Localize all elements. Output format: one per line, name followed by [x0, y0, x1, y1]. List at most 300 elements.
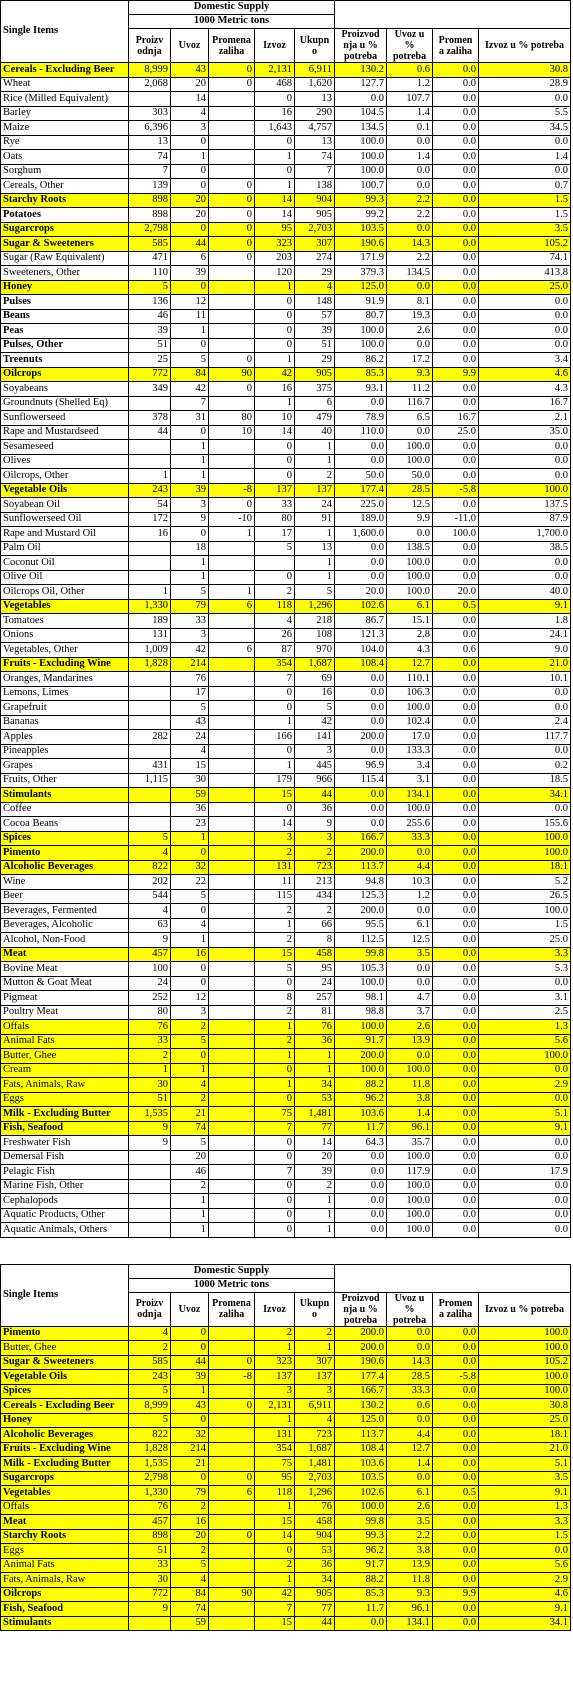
- row-label: Cream: [1, 1063, 129, 1078]
- value-cell: 15: [171, 759, 209, 774]
- value-cell: 100.0: [387, 1063, 433, 1078]
- column-header: Promena zaliha: [209, 29, 255, 63]
- value-cell: 137: [295, 483, 335, 498]
- single-items-header: Single Items: [1, 1264, 129, 1326]
- value-cell: [129, 1194, 171, 1209]
- value-cell: 100.0: [433, 527, 479, 542]
- value-cell: 0.0: [479, 135, 571, 150]
- value-cell: 4.7: [387, 991, 433, 1006]
- value-cell: [209, 396, 255, 411]
- value-cell: 9: [171, 512, 209, 527]
- value-cell: 36: [295, 1558, 335, 1573]
- value-cell: 0.0: [433, 193, 479, 208]
- value-cell: 0.0: [433, 1529, 479, 1544]
- value-cell: 136: [129, 295, 171, 310]
- value-cell: 0.0: [387, 425, 433, 440]
- value-cell: 20.0: [433, 585, 479, 600]
- value-cell: 31: [171, 411, 209, 426]
- row-label: Grapes: [1, 759, 129, 774]
- value-cell: 4: [171, 106, 209, 121]
- value-cell: 0.0: [433, 628, 479, 643]
- row-label: Rye: [1, 135, 129, 150]
- value-cell: 99.3: [335, 193, 387, 208]
- row-label: Beans: [1, 309, 129, 324]
- table-row: [1, 1587, 571, 1602]
- value-cell: [129, 701, 171, 716]
- value-cell: 379.3: [335, 266, 387, 281]
- value-cell: 1: [255, 1049, 295, 1064]
- column-header: Proizvod nja u % potreba: [335, 29, 387, 63]
- single-items-header: Single Items: [1, 1, 129, 63]
- value-cell: 177.4: [335, 483, 387, 498]
- row-label: Sunflowerseed Oil: [1, 512, 129, 527]
- row-label: Sugarcrops: [1, 1471, 129, 1486]
- value-cell: 4,757: [295, 121, 335, 136]
- value-cell: 1: [295, 1063, 335, 1078]
- value-cell: 0.0: [335, 715, 387, 730]
- table-row: [1, 353, 571, 368]
- value-cell: 189.0: [335, 512, 387, 527]
- value-cell: 4: [171, 1573, 209, 1588]
- value-cell: 11.8: [387, 1573, 433, 1588]
- value-cell: 0.7: [479, 179, 571, 194]
- value-cell: 1.3: [479, 1500, 571, 1515]
- row-label: Sugar (Raw Equivalent): [1, 251, 129, 266]
- row-label: Sugar & Sweeteners: [1, 237, 129, 252]
- table-row: [1, 773, 571, 788]
- value-cell: 0.0: [433, 918, 479, 933]
- value-cell: 3.5: [479, 1471, 571, 1486]
- value-cell: 137: [255, 483, 295, 498]
- value-cell: 200.0: [335, 904, 387, 919]
- table-row: [1, 280, 571, 295]
- value-cell: [129, 1208, 171, 1223]
- value-cell: 43: [171, 715, 209, 730]
- value-cell: 91: [295, 512, 335, 527]
- value-cell: 0.0: [433, 860, 479, 875]
- value-cell: 0.0: [433, 1194, 479, 1209]
- value-cell: 3.8: [387, 1092, 433, 1107]
- value-cell: 5.2: [479, 875, 571, 890]
- value-cell: 4.3: [479, 382, 571, 397]
- value-cell: 4: [171, 744, 209, 759]
- value-cell: 6: [209, 599, 255, 614]
- value-cell: 2.5: [479, 1005, 571, 1020]
- value-cell: 282: [129, 730, 171, 745]
- table-row: [1, 440, 571, 455]
- row-label: Pimento: [1, 1326, 129, 1341]
- value-cell: 32: [171, 1428, 209, 1443]
- value-cell: 0: [255, 802, 295, 817]
- value-cell: [209, 962, 255, 977]
- value-cell: 2.6: [387, 324, 433, 339]
- value-cell: 0.0: [433, 889, 479, 904]
- value-cell: 0.0: [335, 92, 387, 107]
- value-cell: 100.0: [387, 1179, 433, 1194]
- value-cell: 0: [255, 1544, 295, 1559]
- table-row: [1, 309, 571, 324]
- row-label: Wine: [1, 875, 129, 890]
- table-row: [1, 1500, 571, 1515]
- table-row: [1, 817, 571, 832]
- value-cell: 214: [171, 1442, 209, 1457]
- value-cell: 5.6: [479, 1034, 571, 1049]
- row-label: Sugarcrops: [1, 222, 129, 237]
- value-cell: 0: [171, 962, 209, 977]
- value-cell: 5.1: [479, 1457, 571, 1472]
- value-cell: [209, 1442, 255, 1457]
- value-cell: [129, 556, 171, 571]
- value-cell: 0.0: [433, 1457, 479, 1472]
- value-cell: 5: [171, 701, 209, 716]
- value-cell: 723: [295, 1428, 335, 1443]
- value-cell: 0.0: [335, 1194, 387, 1209]
- value-cell: 0: [255, 1150, 295, 1165]
- value-cell: 46: [129, 309, 171, 324]
- value-cell: 63: [129, 918, 171, 933]
- value-cell: 0.0: [479, 92, 571, 107]
- value-cell: 723: [295, 860, 335, 875]
- value-cell: 0.0: [433, 1355, 479, 1370]
- table-row: [1, 1515, 571, 1530]
- value-cell: 29: [295, 353, 335, 368]
- value-cell: [209, 1150, 255, 1165]
- value-cell: 117.9: [387, 1165, 433, 1180]
- row-label: Onions: [1, 628, 129, 643]
- row-label: Demersal Fish: [1, 1150, 129, 1165]
- value-cell: 544: [129, 889, 171, 904]
- value-cell: 6.1: [387, 599, 433, 614]
- value-cell: 1: [295, 1223, 335, 1238]
- value-cell: 105.2: [479, 1355, 571, 1370]
- value-cell: 0.0: [479, 1136, 571, 1151]
- value-cell: 13.9: [387, 1558, 433, 1573]
- value-cell: [209, 92, 255, 107]
- row-label: Offals: [1, 1020, 129, 1035]
- table-row: [1, 991, 571, 1006]
- value-cell: 107.7: [387, 92, 433, 107]
- value-cell: 2.9: [479, 1078, 571, 1093]
- value-cell: 1,481: [295, 1107, 335, 1122]
- value-cell: 2: [295, 469, 335, 484]
- value-cell: 10.1: [479, 672, 571, 687]
- value-cell: 0: [255, 1092, 295, 1107]
- row-label: Rape and Mustard Oil: [1, 527, 129, 542]
- value-cell: 100.0: [479, 483, 571, 498]
- table-row: [1, 1544, 571, 1559]
- value-cell: 0.0: [387, 1326, 433, 1341]
- value-cell: 0.0: [387, 962, 433, 977]
- value-cell: 53: [295, 1544, 335, 1559]
- value-cell: 34.5: [479, 121, 571, 136]
- value-cell: 0: [255, 440, 295, 455]
- value-cell: 99.2: [335, 208, 387, 223]
- value-cell: 0: [209, 1529, 255, 1544]
- value-cell: 1.3: [479, 1020, 571, 1035]
- value-cell: 103.6: [335, 1457, 387, 1472]
- value-cell: 12.5: [387, 933, 433, 948]
- value-cell: 0: [255, 744, 295, 759]
- row-label: Palm Oil: [1, 541, 129, 556]
- value-cell: 9: [129, 1121, 171, 1136]
- value-cell: 0.0: [479, 1063, 571, 1078]
- value-cell: 6: [295, 396, 335, 411]
- row-label: Oilcrops: [1, 1587, 129, 1602]
- value-cell: 77: [295, 1121, 335, 1136]
- value-cell: 0: [255, 92, 295, 107]
- value-cell: 0.6: [433, 643, 479, 658]
- table-row: [1, 121, 571, 136]
- value-cell: 171.9: [335, 251, 387, 266]
- value-cell: 0.0: [335, 1165, 387, 1180]
- value-cell: 0.0: [479, 1150, 571, 1165]
- value-cell: 11: [255, 875, 295, 890]
- row-label: Cereals - Excluding Beer: [1, 1399, 129, 1414]
- value-cell: 0: [209, 353, 255, 368]
- value-cell: 0.0: [433, 179, 479, 194]
- value-cell: 0: [255, 976, 295, 991]
- value-cell: 457: [129, 1515, 171, 1530]
- row-label: Vegetables: [1, 599, 129, 614]
- table-row: [1, 686, 571, 701]
- value-cell: [129, 1165, 171, 1180]
- value-cell: 434: [295, 889, 335, 904]
- table-2-body: [1, 1326, 571, 1631]
- value-cell: 26: [255, 628, 295, 643]
- value-cell: 0.0: [479, 802, 571, 817]
- value-cell: 0.0: [433, 121, 479, 136]
- value-cell: [209, 338, 255, 353]
- value-cell: 1: [171, 1223, 209, 1238]
- value-cell: 130.2: [335, 1399, 387, 1414]
- value-cell: 172: [129, 512, 171, 527]
- value-cell: 0.0: [387, 179, 433, 194]
- value-cell: 4: [129, 904, 171, 919]
- value-cell: 1: [255, 179, 295, 194]
- table-row: [1, 135, 571, 150]
- value-cell: 252: [129, 991, 171, 1006]
- value-cell: [209, 1121, 255, 1136]
- row-label: Oilcrops Oil, Other: [1, 585, 129, 600]
- value-cell: 25.0: [433, 425, 479, 440]
- value-cell: 179: [255, 773, 295, 788]
- value-cell: 9.9: [433, 367, 479, 382]
- row-label: Pimento: [1, 846, 129, 861]
- value-cell: 102.6: [335, 599, 387, 614]
- value-cell: 0.0: [479, 701, 571, 716]
- value-cell: 131: [255, 860, 295, 875]
- value-cell: 148: [295, 295, 335, 310]
- table-row: [1, 1049, 571, 1064]
- value-cell: 3.5: [387, 1515, 433, 1530]
- value-cell: 3: [255, 1384, 295, 1399]
- value-cell: 33.3: [387, 831, 433, 846]
- table-row: [1, 831, 571, 846]
- value-cell: 96.1: [387, 1121, 433, 1136]
- value-cell: [209, 846, 255, 861]
- value-cell: 25.0: [479, 280, 571, 295]
- value-cell: [209, 614, 255, 629]
- value-cell: 0.0: [433, 469, 479, 484]
- value-cell: 121.3: [335, 628, 387, 643]
- value-cell: 218: [295, 614, 335, 629]
- value-cell: 137: [295, 1370, 335, 1385]
- value-cell: 2,131: [255, 1399, 295, 1414]
- row-label: Cephalopods: [1, 1194, 129, 1209]
- value-cell: 100.0: [479, 1049, 571, 1064]
- value-cell: 77: [295, 1602, 335, 1617]
- value-cell: 4: [255, 614, 295, 629]
- value-cell: 0: [209, 237, 255, 252]
- value-cell: 0.0: [433, 831, 479, 846]
- value-cell: 113.7: [335, 1428, 387, 1443]
- value-cell: 11.8: [387, 1078, 433, 1093]
- value-cell: 0.0: [433, 933, 479, 948]
- table-row: [1, 483, 571, 498]
- value-cell: [209, 1063, 255, 1078]
- value-cell: 59: [171, 1616, 209, 1631]
- value-cell: 0: [171, 904, 209, 919]
- table-row: [1, 222, 571, 237]
- value-cell: 100.0: [387, 556, 433, 571]
- value-cell: [209, 860, 255, 875]
- value-cell: 2: [171, 1500, 209, 1515]
- value-cell: 80: [129, 1005, 171, 1020]
- value-cell: 0.0: [433, 1399, 479, 1414]
- value-cell: 43: [171, 63, 209, 78]
- unit-title: 1000 Metric tons: [129, 1278, 335, 1292]
- value-cell: 1: [255, 918, 295, 933]
- value-cell: 64.3: [335, 1136, 387, 1151]
- row-label: Groundnuts (Shelled Eq): [1, 396, 129, 411]
- value-cell: 0.0: [433, 324, 479, 339]
- value-cell: 15: [255, 1515, 295, 1530]
- value-cell: [209, 1107, 255, 1122]
- value-cell: 110.0: [335, 425, 387, 440]
- value-cell: 20: [171, 1150, 209, 1165]
- value-cell: 2.2: [387, 251, 433, 266]
- value-cell: [209, 1179, 255, 1194]
- value-cell: 1,296: [295, 1486, 335, 1501]
- value-cell: 21.0: [479, 657, 571, 672]
- value-cell: 5: [171, 1558, 209, 1573]
- value-cell: 0.0: [387, 1471, 433, 1486]
- value-cell: 2.1: [479, 411, 571, 426]
- value-cell: 36: [171, 802, 209, 817]
- value-cell: 1: [255, 759, 295, 774]
- value-cell: 2: [255, 1558, 295, 1573]
- value-cell: 1: [255, 715, 295, 730]
- value-cell: 100.0: [387, 585, 433, 600]
- value-cell: 3.1: [387, 773, 433, 788]
- row-label: Pulses: [1, 295, 129, 310]
- value-cell: 202: [129, 875, 171, 890]
- value-cell: 13: [295, 541, 335, 556]
- value-cell: [209, 788, 255, 803]
- value-cell: 190.6: [335, 237, 387, 252]
- table-row: [1, 1179, 571, 1194]
- value-cell: 100.0: [387, 1194, 433, 1209]
- row-label: Vegetables: [1, 1486, 129, 1501]
- row-label: Oilcrops: [1, 367, 129, 382]
- value-cell: 2: [255, 585, 295, 600]
- value-cell: 21.0: [479, 1442, 571, 1457]
- value-cell: 42: [255, 1587, 295, 1602]
- value-cell: 0.0: [335, 788, 387, 803]
- value-cell: 0.0: [433, 295, 479, 310]
- value-cell: 0: [209, 193, 255, 208]
- row-label: Aquatic Animals, Others: [1, 1223, 129, 1238]
- value-cell: 100.0: [387, 1223, 433, 1238]
- value-cell: 0.5: [433, 599, 479, 614]
- value-cell: 23: [171, 817, 209, 832]
- value-cell: [209, 280, 255, 295]
- value-cell: 11: [171, 309, 209, 324]
- value-cell: 1.2: [387, 889, 433, 904]
- value-cell: 88.2: [335, 1573, 387, 1588]
- value-cell: 0.0: [433, 701, 479, 716]
- row-label: Oats: [1, 150, 129, 165]
- value-cell: 0.0: [433, 1544, 479, 1559]
- value-cell: 0.0: [433, 672, 479, 687]
- value-cell: 0.0: [387, 1413, 433, 1428]
- value-cell: 24: [295, 976, 335, 991]
- value-cell: 290: [295, 106, 335, 121]
- value-cell: 5: [295, 585, 335, 600]
- table-row: [1, 1602, 571, 1617]
- value-cell: 14: [255, 193, 295, 208]
- value-cell: 822: [129, 1428, 171, 1443]
- value-cell: [129, 396, 171, 411]
- table-row: [1, 1326, 571, 1341]
- value-cell: [209, 121, 255, 136]
- value-cell: 1: [295, 556, 335, 571]
- value-cell: 2: [255, 933, 295, 948]
- row-label: Pineapples: [1, 744, 129, 759]
- value-cell: 898: [129, 193, 171, 208]
- row-label: Cereals - Excluding Beer: [1, 63, 129, 78]
- value-cell: 0: [171, 1049, 209, 1064]
- value-cell: 100.0: [479, 846, 571, 861]
- value-cell: 0.0: [387, 527, 433, 542]
- table-row: [1, 933, 571, 948]
- value-cell: 16.7: [479, 396, 571, 411]
- value-cell: 1,535: [129, 1107, 171, 1122]
- table-row: [1, 1384, 571, 1399]
- value-cell: 0: [171, 846, 209, 861]
- table-row: [1, 846, 571, 861]
- value-cell: 0.0: [479, 440, 571, 455]
- value-cell: 3.4: [479, 353, 571, 368]
- value-cell: 34.1: [479, 1616, 571, 1631]
- value-cell: 99.8: [335, 1515, 387, 1530]
- row-label: Starchy Roots: [1, 193, 129, 208]
- value-cell: 2: [255, 904, 295, 919]
- row-label: Alcohol, Non-Food: [1, 933, 129, 948]
- column-header: Proizvod nja u % potreba: [335, 1292, 387, 1326]
- value-cell: 133.3: [387, 744, 433, 759]
- row-label: Alcoholic Beverages: [1, 1428, 129, 1443]
- table-row: [1, 614, 571, 629]
- value-cell: 822: [129, 860, 171, 875]
- row-label: Oilcrops, Other: [1, 469, 129, 484]
- value-cell: [255, 556, 295, 571]
- table-row: [1, 1063, 571, 1078]
- value-cell: 457: [129, 947, 171, 962]
- value-cell: 0.0: [433, 1471, 479, 1486]
- value-cell: 32: [171, 860, 209, 875]
- row-label: Alcoholic Beverages: [1, 860, 129, 875]
